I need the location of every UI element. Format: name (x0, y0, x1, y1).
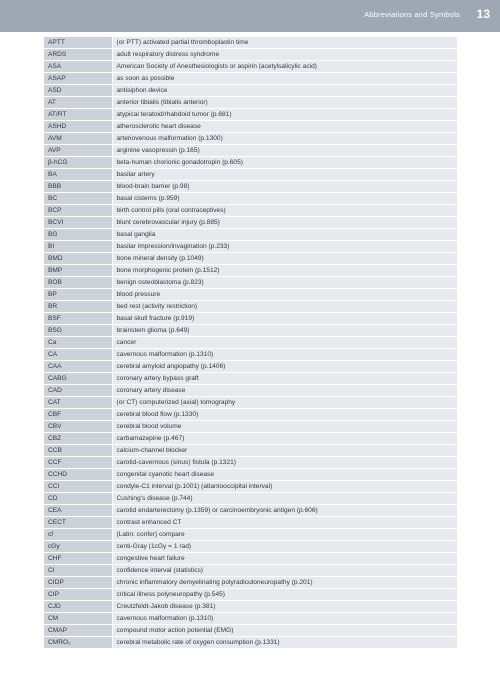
table-row (44, 205, 457, 217)
definition-cell: bed rest (activity restriction) (112, 301, 457, 313)
table-row (44, 577, 457, 589)
abbreviation-cell: CAA (44, 361, 112, 373)
abbreviation-cell: CECT (44, 517, 112, 529)
table-row (44, 157, 457, 169)
definition-cell: birth control pills (oral contraceptives) (112, 205, 457, 217)
definition-cell: blood pressure (112, 289, 457, 301)
definition-cell: basal cisterns (p.959) (112, 193, 457, 205)
table-row (44, 601, 457, 613)
definition-cell: basilar artery (112, 169, 457, 181)
table-row (44, 109, 457, 121)
definition-cell: bone morphogenic protein (p.1512) (112, 265, 457, 277)
abbreviation-cell: CD (44, 493, 112, 505)
table-row (44, 445, 457, 457)
abbreviation-cell: β-hCG (44, 157, 112, 169)
table-row (44, 517, 457, 529)
table-row (44, 169, 457, 181)
table-row (44, 409, 457, 421)
abbreviation-cell: CAD (44, 385, 112, 397)
abbreviation-cell: CAT (44, 397, 112, 409)
abbreviation-cell: BCP (44, 205, 112, 217)
definition-cell: arginine vasopressin (p.165) (112, 145, 457, 157)
abbreviation-cell: AT (44, 97, 112, 109)
definition-cell: congestive heart failure (112, 553, 457, 565)
definition-cell: cerebral amyloid angiopathy (p.1406) (112, 361, 457, 373)
definition-cell: carotid endarterectomy (p.1359) or carcinoembryonic antigen (p.606) (112, 505, 457, 517)
abbreviation-cell: BP (44, 289, 112, 301)
definition-cell: blood-brain barrier (p.98) (112, 181, 457, 193)
definition-cell: benign osteoblastoma (p.823) (112, 277, 457, 289)
table-row (44, 265, 457, 277)
table-row (44, 193, 457, 205)
table-row (44, 433, 457, 445)
abbreviation-cell: CCI (44, 481, 112, 493)
definition-cell: basal skull fracture (p.919) (112, 313, 457, 325)
abbreviation-cell: ASD (44, 85, 112, 97)
definition-cell: compound motor action potential (EMG) (112, 625, 457, 637)
abbreviation-cell: CABG (44, 373, 112, 385)
table-row (44, 217, 457, 229)
page-number: 13 (476, 7, 490, 21)
definition-cell: American Society of Anesthesiologists or aspirin (acetylsalicylic acid) (112, 61, 457, 73)
definition-cell: as soon as possible (112, 73, 457, 85)
table-row (44, 337, 457, 349)
abbreviation-cell: CM (44, 613, 112, 625)
table-row (44, 49, 457, 61)
abbreviations-table (44, 37, 457, 649)
definition-cell: blunt cerebrovascular injury (p.885) (112, 217, 457, 229)
definition-cell: congenital cyanotic heart disease (112, 469, 457, 481)
definition-cell: atherosclerotic heart disease (112, 121, 457, 133)
table-row (44, 493, 457, 505)
definition-cell: (Latin: confer) compare (112, 529, 457, 541)
table-row (44, 505, 457, 517)
definition-cell: Creutzfeldt-Jakob disease (p.381) (112, 601, 457, 613)
abbreviation-cell: CJD (44, 601, 112, 613)
abbreviation-cell: CCB (44, 445, 112, 457)
table-row (44, 181, 457, 193)
abbreviations-table-body (44, 37, 457, 649)
abbreviation-cell: AT/RT (44, 109, 112, 121)
definition-cell: antisiphon device (112, 85, 457, 97)
table-row (44, 469, 457, 481)
table-row (44, 481, 457, 493)
definition-cell: cavernous malformation (p.1310) (112, 613, 457, 625)
abbreviation-cell: ASA (44, 61, 112, 73)
table-row (44, 313, 457, 325)
abbreviation-cell: Ca (44, 337, 112, 349)
definition-cell: cerebral metabolic rate of oxygen consumption (p.1331) (112, 637, 457, 649)
abbreviation-cell: CBV (44, 421, 112, 433)
abbreviation-cell: CIDP (44, 577, 112, 589)
definition-cell: calcium-channel blocker (112, 445, 457, 457)
table-row (44, 373, 457, 385)
table-row (44, 133, 457, 145)
abbreviation-cell: BCVI (44, 217, 112, 229)
abbreviation-cell: BR (44, 301, 112, 313)
table-row (44, 229, 457, 241)
table-row (44, 325, 457, 337)
abbreviation-cell: BMP (44, 265, 112, 277)
abbreviation-cell: BMD (44, 253, 112, 265)
definition-cell: Cushing's disease (p.744) (112, 493, 457, 505)
table-row (44, 37, 457, 49)
abbreviation-cell: BBB (44, 181, 112, 193)
abbreviation-cell: CI (44, 565, 112, 577)
table-row (44, 457, 457, 469)
table-row (44, 529, 457, 541)
abbreviation-cell: CA (44, 349, 112, 361)
definition-cell: centi-Gray (1cGy = 1 rad) (112, 541, 457, 553)
abbreviation-cell: ASAP (44, 73, 112, 85)
definition-cell: chronic inflammatory demyelinating polyradiculoneuropathy (p.201) (112, 577, 457, 589)
abbreviation-cell: CCF (44, 457, 112, 469)
table-row (44, 541, 457, 553)
section-title: Abbreviations and Symbols (364, 10, 460, 19)
table-row (44, 145, 457, 157)
abbreviation-cell: ASHD (44, 121, 112, 133)
abbreviation-cell: cf (44, 529, 112, 541)
table-row (44, 85, 457, 97)
page-header-bar (0, 0, 500, 32)
definition-cell: (or PTT) activated partial thromboplastin time (112, 37, 457, 49)
table-row (44, 361, 457, 373)
abbreviation-cell: CEA (44, 505, 112, 517)
definition-cell: basilar impression/invagination (p.233) (112, 241, 457, 253)
definition-cell: cerebral blood flow (p.1330) (112, 409, 457, 421)
definition-cell: condyle-C1 interval (p.1001) (atlantooccipital interval) (112, 481, 457, 493)
table-row (44, 421, 457, 433)
table-row (44, 565, 457, 577)
table-row (44, 625, 457, 637)
abbreviation-cell: BC (44, 193, 112, 205)
abbreviation-cell: CBZ (44, 433, 112, 445)
table-row (44, 385, 457, 397)
table-row (44, 121, 457, 133)
table-row (44, 61, 457, 73)
table-row (44, 553, 457, 565)
abbreviation-cell: BI (44, 241, 112, 253)
abbreviation-cell: BSG (44, 325, 112, 337)
table-row (44, 637, 457, 649)
abbreviation-cell: CIP (44, 589, 112, 601)
abbreviation-cell: AVM (44, 133, 112, 145)
abbreviation-cell: cGy (44, 541, 112, 553)
table-row (44, 397, 457, 409)
definition-cell: cerebral blood volume (112, 421, 457, 433)
definition-cell: carotid-cavernous (sinus) fistula (p.1321) (112, 457, 457, 469)
abbreviation-cell: CMAP (44, 625, 112, 637)
abbreviation-cell: BA (44, 169, 112, 181)
table-row (44, 301, 457, 313)
table-row (44, 253, 457, 265)
table-row (44, 349, 457, 361)
abbreviation-cell: AVP (44, 145, 112, 157)
definition-cell: contrast enhanced CT (112, 517, 457, 529)
abbreviation-cell: APTT (44, 37, 112, 49)
definition-cell: basal ganglia (112, 229, 457, 241)
definition-cell: confidence interval (statistics) (112, 565, 457, 577)
definition-cell: carbamazepine (p.467) (112, 433, 457, 445)
definition-cell: beta-human chorionic gonadotropin (p.605) (112, 157, 457, 169)
definition-cell: cancer (112, 337, 457, 349)
table-row (44, 289, 457, 301)
definition-cell: bone mineral density (p.1049) (112, 253, 457, 265)
definition-cell: cavernous malformation (p.1310) (112, 349, 457, 361)
definition-cell: arteriovenous malformation (p.1300) (112, 133, 457, 145)
definition-cell: adult respiratory distress syndrome (112, 49, 457, 61)
abbreviation-cell: BSF (44, 313, 112, 325)
table-row (44, 277, 457, 289)
table-row (44, 241, 457, 253)
definition-cell: coronary artery disease (112, 385, 457, 397)
table-row (44, 73, 457, 85)
abbreviation-cell: CHF (44, 553, 112, 565)
abbreviation-cell: BOB (44, 277, 112, 289)
table-row (44, 589, 457, 601)
abbreviation-cell: CBF (44, 409, 112, 421)
definition-cell: atypical teratoid/rhabdoid tumor (p.681) (112, 109, 457, 121)
table-row (44, 97, 457, 109)
definition-cell: brainstem glioma (p.649) (112, 325, 457, 337)
abbreviation-cell: CCHD (44, 469, 112, 481)
abbreviation-cell: ARDS (44, 49, 112, 61)
definition-cell: coronary artery bypass graft (112, 373, 457, 385)
abbreviation-cell: BG (44, 229, 112, 241)
definition-cell: anterior tibialis (tibialis anterior) (112, 97, 457, 109)
definition-cell: (or CT) computerized (axial) tomography (112, 397, 457, 409)
table-row (44, 613, 457, 625)
definition-cell: critical illness polyneuropathy (p.545) (112, 589, 457, 601)
abbreviation-cell: CMRO₂ (44, 637, 112, 649)
